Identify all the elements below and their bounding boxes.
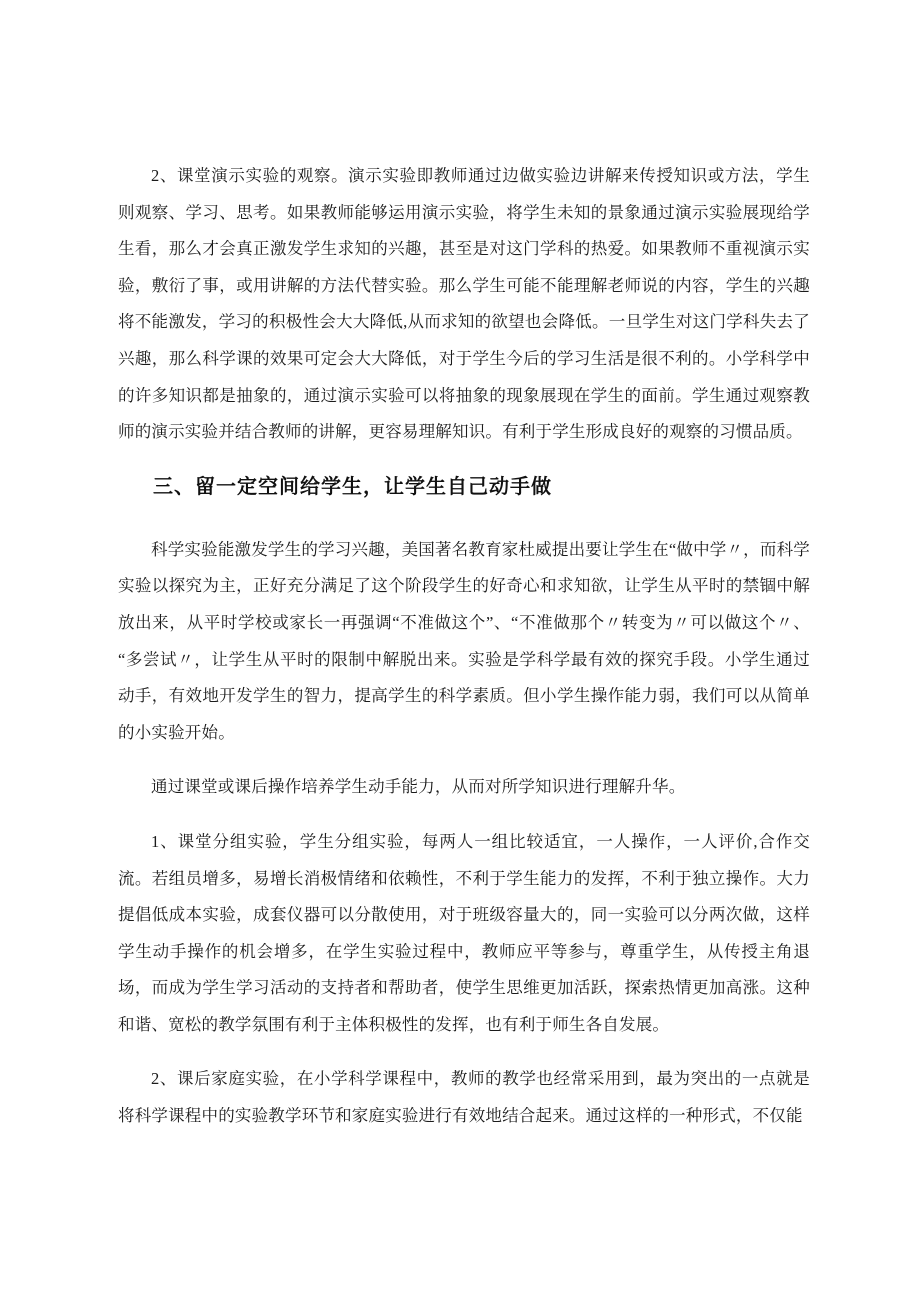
paragraph-group-experiment: 1、课堂分组实验，学生分组实验，每两人一组比较适宜，一人操作，一人评价,合作交流。若组员增多，易增长消极情绪和依赖性，不利于学生能力的发挥，不利于独立操作。大力提倡低成本实验，成套仪器可以分散使用，对于班级容量大的，同一实验可以分两次做，这样学生动手操作的机会增多，在学生实验过程中，教师应平等参与，尊重学生，从传授主角退场，而成为学生学习活动的支持者和帮助者，使学生思维更加活跃，探索热情更加高涨。这种和谐、宽松的教学氛围有利于主体积极性的发挥，也有利于师生各自发展。 [118,831,810,1034]
paragraph-hands-on-space: 科学实验能激发学生的学习兴趣，美国著名教育家杜威提出要让学生在“做中学〃，而科学实验以探究为主，正好充分满足了这个阶段学生的好奇心和求知欲，让学生从平时的禁锢中解放出来，从平时学校或家长一再强调“不准做这个”、“不准做那个〃转变为〃可以做这个〃、“多尝试〃，让学生从平时的限制中解脱出来。实验是学科学最有效的探究手段。小学生通过动手，有效地开发学生的智力，提高学生的科学素质。但小学生操作能力弱，我们可以从简单的小实验开始。 [118,539,810,742]
paragraph-practice-summary: 通过课堂或课后操作培养学生动手能力，从而对所学知识进行理解升华。 [151,777,686,797]
section-heading-three: 三、留一定空间给学生，让学生自己动手做 [153,475,552,498]
paragraph-home-experiment: 2、课后家庭实验，在小学科学课程中，教师的教学也经常采用到，最为突出的一点就是将科学课程中的实验教学环节和家庭实验进行有效地结合起来。通过这样的一种形式，不仅能 [118,1069,810,1126]
paragraph-demo-experiment-observation: 2、课堂演示实验的观察。演示实验即教师通过边做实验边讲解来传授知识或方法，学生则观察、学习、思考。如果教师能够运用演示实验，将学生未知的景象通过演示实验展现给学生看，那么才会真正激发学生求知的兴趣，甚至是对这门学科的热爱。如果教师不重视演示实验，敷衍了事，或用讲解的方法代替实验。那么学生可能不能理解老师说的内容，学生的兴趣将不能激发，学习的积极性会大大降低,从而求知的欲望也会降低。一旦学生对这门学科失去了兴趣，那么科学课的效果可定会大大降低，对于学生今后的学习生活是很不利的。小学科学中的许多知识都是抽象的，通过演示实验可以将抽象的现象展现在学生的面前。学生通过观察教师的演示实验并结合教师的讲解，更容易理解知识。有利于学生形成良好的观察的习惯品质。 [118,166,810,442]
